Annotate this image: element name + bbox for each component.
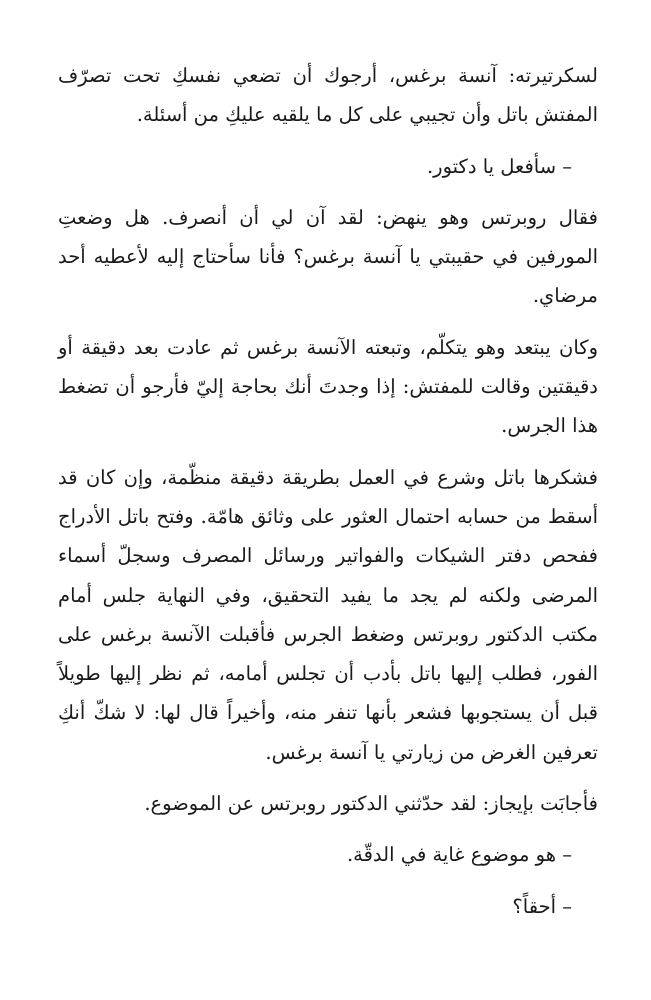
paragraph: فشكرها باتل وشرع في العمل بطريقة دقيقة منظّمة، وإن كان قد أسقط من حسابه احتمال العثور على وثائق هامّة. وفتح باتل الأدراج ففحص دفتر الشيكات والفواتير ورسائل المصرف وسجلّ أسماء المرضى ولكنه لم يجد ما يفيد التحقيق، وفي النهاية جلس أمام مكتب الدكتور روبرتس وضغط الجرس فأقبلت الآنسة برغس على الفور، فطلب إليها باتل بأدب أن تجلس أمامه، ثم نظر إليها طويلاً قبل أن يستجوبها فشعر بأنها تنفر منه، وأخيراً قال لها: لا شكّ أنكِ تعرفين الغرض من زيارتي يا آنسة برغس. [58,465,598,764]
paragraph: فأجابَت بإيجاز: لقد حدّثني الدكتور روبرتس عن الموضوع. [144,792,598,816]
book-page [58,56,598,938]
dialogue-line: – هو موضوع غاية في الدقّة. [346,843,572,867]
paragraph: فقال روبرتس وهو ينهض: لقد آن لي أن أنصرف. هل وضعتِ المورفين في حقيبتي يا آنسة برغس؟ فأنا سأحتاج إليه لأعطيه أحد مرضاي. [58,205,598,308]
paragraph: وكان يبتعد وهو يتكلّم، وتبعته الآنسة برغس ثم عادت بعد دقيقة أو دقيقتين وقالت للمفتش: إذا وجدتَ أنك بحاجة إليّ فأرجو أن تضغط هذا الجرس. [58,335,598,438]
paragraph: لسكرتيرته: آنسة برغس، أرجوك أن تضعي نفسكِ تحت تصرّف المفتش باتل وأن تجيبي على كل ما يلقيه عليكِ من أسئلة. [58,64,598,127]
dialogue-line: – سأفعل يا دكتور. [426,154,572,178]
dialogue-line: – أحقاً؟ [512,894,572,918]
